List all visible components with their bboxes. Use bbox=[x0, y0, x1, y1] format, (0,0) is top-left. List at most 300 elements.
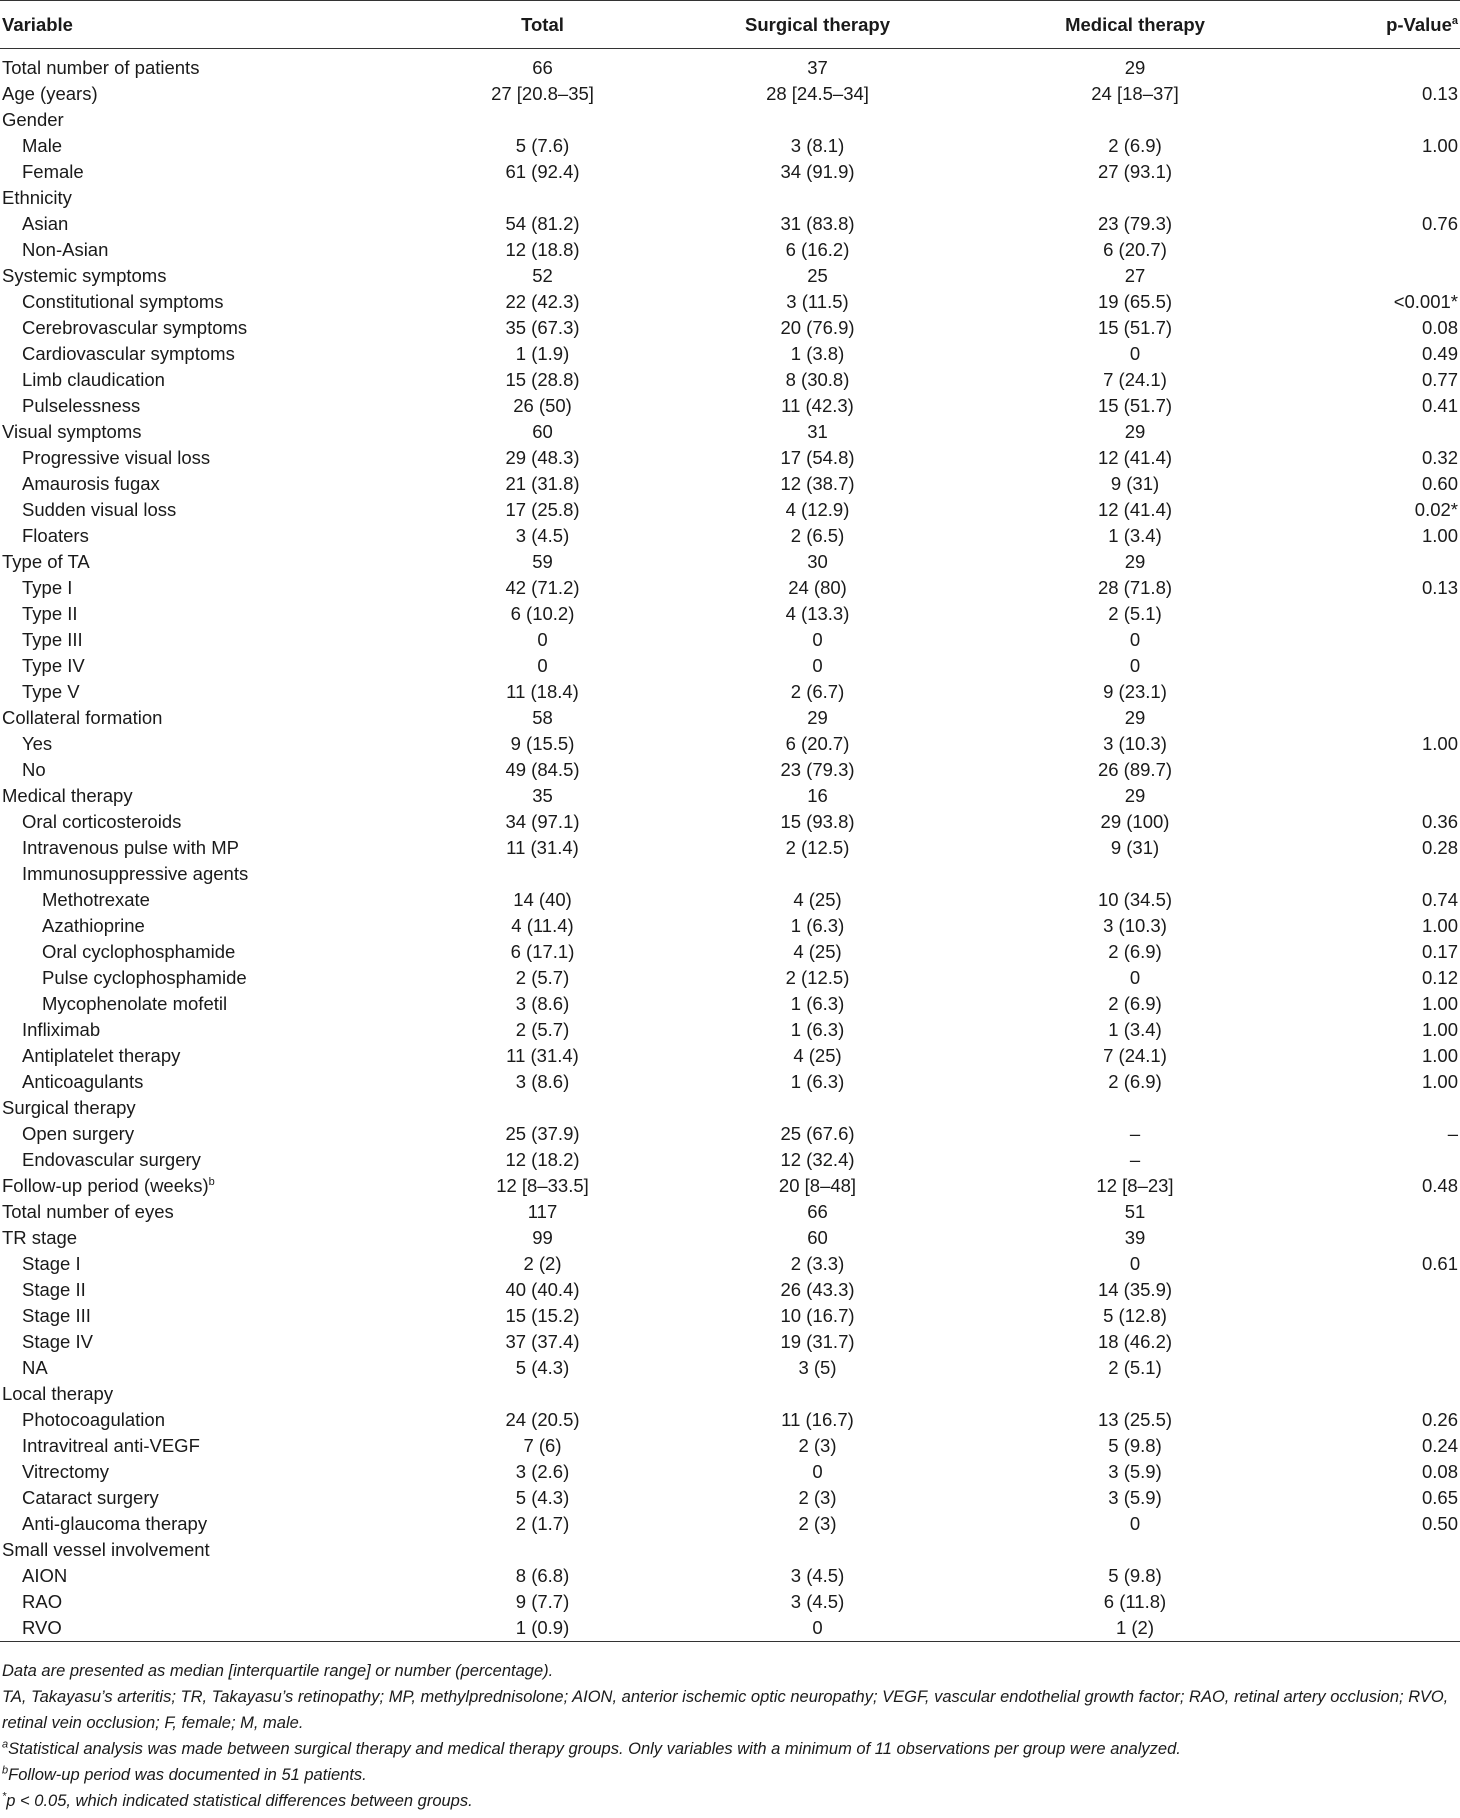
cell-surgical: 25 bbox=[807, 265, 828, 286]
cell-medical: 27 (93.1) bbox=[1097, 161, 1173, 182]
cell-variable bbox=[0, 835, 420, 861]
cell-p-value: 0.32 bbox=[1421, 447, 1458, 468]
table-row bbox=[0, 575, 1460, 601]
cell-surgical: 4 (12.9) bbox=[785, 499, 850, 520]
cell-surgical: 28 [24.5–34] bbox=[766, 83, 869, 104]
table-row bbox=[0, 107, 1460, 133]
cell-p-value bbox=[1300, 1095, 1460, 1121]
variable-label: Intravenous pulse with MP bbox=[22, 837, 239, 858]
table-row bbox=[0, 835, 1460, 861]
variable-label: Type of TA bbox=[2, 551, 90, 572]
cell-p-value bbox=[1300, 861, 1460, 887]
cell-surgical: 1 (6.3) bbox=[790, 1071, 845, 1092]
variable-label: Ethnicity bbox=[2, 187, 72, 208]
cell-p-value: 0.74 bbox=[1421, 889, 1458, 910]
cell-medical: 9 (31) bbox=[1110, 473, 1160, 494]
cell-medical: 3 (5.9) bbox=[1108, 1461, 1162, 1482]
variable-label: Azathioprine bbox=[42, 915, 145, 936]
variable-label: Mycophenolate mofetil bbox=[42, 993, 228, 1014]
cell-total: 2 (1.7) bbox=[515, 1513, 570, 1534]
cell-variable bbox=[0, 1329, 420, 1355]
cell-p-value bbox=[1300, 1355, 1460, 1381]
cell-p-value: 1.00 bbox=[1421, 993, 1458, 1014]
cell-variable bbox=[0, 159, 420, 185]
cell-p-value: 0.24 bbox=[1421, 1435, 1458, 1456]
cell-medical: 2 (5.1) bbox=[1108, 1357, 1162, 1378]
cell-total bbox=[420, 107, 665, 133]
cell-surgical: 31 bbox=[807, 421, 828, 442]
variable-label: RVO bbox=[22, 1617, 62, 1638]
cell-p-value: 1.00 bbox=[1421, 1045, 1458, 1066]
cell-medical: 2 (6.9) bbox=[1108, 135, 1162, 156]
cell-variable bbox=[0, 1277, 420, 1303]
cell-medical: 5 (12.8) bbox=[1103, 1305, 1167, 1326]
table-row bbox=[0, 1225, 1460, 1251]
cell-variable bbox=[0, 471, 420, 497]
variable-label: Immunosuppressive agents bbox=[22, 863, 249, 884]
cell-total bbox=[420, 185, 665, 211]
cell-variable bbox=[0, 1199, 420, 1225]
cell-p-value bbox=[1300, 549, 1460, 575]
cell-surgical: 34 (91.9) bbox=[780, 161, 855, 182]
cell-medical: 13 (25.5) bbox=[1097, 1409, 1173, 1430]
cell-medical: 7 (24.1) bbox=[1103, 1045, 1167, 1066]
variable-label: Local therapy bbox=[2, 1383, 114, 1404]
cell-total: 2 (2) bbox=[523, 1253, 562, 1274]
cell-surgical: 25 (67.6) bbox=[780, 1123, 855, 1144]
cell-total: 11 (31.4) bbox=[506, 1045, 579, 1066]
cell-p-value: 0.48 bbox=[1421, 1175, 1458, 1196]
cell-total: 117 bbox=[527, 1201, 558, 1222]
cell-variable bbox=[0, 1381, 420, 1407]
cell-surgical: 29 bbox=[807, 707, 828, 728]
cell-medical: – bbox=[1129, 1123, 1141, 1144]
cell-variable bbox=[0, 965, 420, 991]
cell-variable bbox=[0, 601, 420, 627]
cell-medical: 29 bbox=[1124, 785, 1146, 806]
table-row bbox=[0, 1589, 1460, 1615]
cell-variable bbox=[0, 809, 420, 835]
cell-p-value: <0.001* bbox=[1393, 291, 1458, 312]
cell-p-value: 1.00 bbox=[1421, 915, 1458, 936]
cell-medical: 19 (65.5) bbox=[1097, 291, 1173, 312]
cell-medical bbox=[970, 185, 1300, 211]
cell-medical: 29 bbox=[1124, 551, 1146, 572]
table-row bbox=[0, 211, 1460, 237]
cell-variable bbox=[0, 1173, 420, 1199]
cell-total: 7 (6) bbox=[523, 1435, 562, 1456]
table-row bbox=[0, 49, 1460, 82]
table-row bbox=[0, 913, 1460, 939]
cell-variable bbox=[0, 1615, 420, 1642]
variable-label: Gender bbox=[2, 109, 64, 130]
cell-p-value: 0.50 bbox=[1421, 1513, 1458, 1534]
table-row bbox=[0, 1199, 1460, 1225]
cell-variable bbox=[0, 679, 420, 705]
cell-total: 1 (1.9) bbox=[515, 343, 570, 364]
variable-label: Infliximab bbox=[22, 1019, 101, 1040]
cell-variable bbox=[0, 939, 420, 965]
cell-p-value bbox=[1300, 1225, 1460, 1251]
variable-label: Methotrexate bbox=[42, 889, 150, 910]
variable-label: Oral cyclophosphamide bbox=[42, 941, 236, 962]
cell-medical: 2 (6.9) bbox=[1108, 1071, 1162, 1092]
cell-variable bbox=[0, 1095, 420, 1121]
variable-label: Stage I bbox=[22, 1253, 81, 1274]
cell-total: 27 [20.8–35] bbox=[491, 83, 594, 104]
cell-surgical: 2 (3) bbox=[798, 1487, 837, 1508]
cell-surgical: 16 bbox=[807, 785, 828, 806]
cell-p-value bbox=[1300, 783, 1460, 809]
cell-medical: 6 (20.7) bbox=[1103, 239, 1167, 260]
cell-variable bbox=[0, 1121, 420, 1147]
variable-label: AION bbox=[22, 1565, 68, 1586]
cell-total: 24 (20.5) bbox=[505, 1409, 580, 1430]
cell-surgical: 20 (76.9) bbox=[780, 317, 855, 338]
cell-total: 6 (10.2) bbox=[510, 603, 575, 624]
table-row bbox=[0, 1485, 1460, 1511]
cell-surgical bbox=[665, 1537, 970, 1563]
table-row bbox=[0, 1303, 1460, 1329]
cell-medical: 14 (35.9) bbox=[1097, 1279, 1173, 1300]
cell-total: 37 (37.4) bbox=[505, 1331, 580, 1352]
cell-medical: 3 (10.3) bbox=[1103, 915, 1167, 936]
table-footnotes bbox=[2, 1658, 1452, 1814]
variable-label: Stage IV bbox=[22, 1331, 93, 1352]
cell-p-value: 1.00 bbox=[1421, 135, 1458, 156]
cell-total: 22 (42.3) bbox=[505, 291, 580, 312]
cell-medical: 0 bbox=[1129, 343, 1141, 364]
table-row bbox=[0, 1095, 1460, 1121]
cell-p-value: 0.61 bbox=[1421, 1253, 1458, 1274]
cell-surgical: 1 (6.3) bbox=[790, 993, 845, 1014]
cell-surgical: 31 (83.8) bbox=[780, 213, 855, 234]
cell-variable bbox=[0, 211, 420, 237]
variable-label: Stage II bbox=[22, 1279, 86, 1300]
cell-medical: 18 (46.2) bbox=[1097, 1331, 1173, 1352]
variable-label: Constitutional symptoms bbox=[22, 291, 224, 312]
cell-p-value bbox=[1300, 679, 1460, 705]
table-row bbox=[0, 809, 1460, 835]
cell-total: 99 bbox=[532, 1227, 553, 1248]
cell-surgical: 2 (6.7) bbox=[790, 681, 845, 702]
cell-variable bbox=[0, 1433, 420, 1459]
cell-variable bbox=[0, 289, 420, 315]
cell-medical bbox=[970, 1381, 1300, 1407]
variable-label: Type III bbox=[22, 629, 83, 650]
variable-label: No bbox=[22, 759, 46, 780]
cell-medical: 0 bbox=[1129, 1513, 1141, 1534]
variable-label: Total number of eyes bbox=[2, 1201, 174, 1222]
footnote bbox=[2, 1762, 1452, 1788]
footnote bbox=[2, 1658, 1452, 1684]
cell-medical: 1 (2) bbox=[970, 1615, 1300, 1642]
cell-total: 9 (15.5) bbox=[510, 733, 575, 754]
table-row bbox=[0, 887, 1460, 913]
cell-variable bbox=[0, 315, 420, 341]
cell-surgical: 10 (16.7) bbox=[780, 1305, 855, 1326]
cell-variable bbox=[0, 1537, 420, 1563]
cell-surgical bbox=[665, 107, 970, 133]
cell-surgical: 1 (6.3) bbox=[790, 1019, 845, 1040]
variable-label: Endovascular surgery bbox=[22, 1149, 201, 1170]
cell-total: 15 (15.2) bbox=[505, 1305, 580, 1326]
table-row bbox=[0, 471, 1460, 497]
cell-total: 12 (18.2) bbox=[505, 1149, 580, 1170]
table-row bbox=[0, 1459, 1460, 1485]
cell-variable bbox=[0, 523, 420, 549]
variable-label: Anticoagulants bbox=[22, 1071, 144, 1092]
table-row bbox=[0, 1537, 1460, 1563]
cell-medical: 0 bbox=[1129, 655, 1141, 676]
cell-surgical: 4 (25) bbox=[793, 941, 842, 962]
footnote bbox=[2, 1736, 1452, 1762]
variable-label: NA bbox=[22, 1357, 48, 1378]
cell-surgical: 23 (79.3) bbox=[780, 759, 855, 780]
cell-medical: 12 (41.4) bbox=[1097, 499, 1173, 520]
cell-p-value bbox=[1300, 1147, 1460, 1173]
cell-medical: 10 (34.5) bbox=[1097, 889, 1173, 910]
table-row bbox=[0, 1069, 1460, 1095]
cell-total: 6 (17.1) bbox=[510, 941, 575, 962]
cell-variable bbox=[0, 1459, 420, 1485]
cell-total: 5 (4.3) bbox=[515, 1357, 570, 1378]
cell-total: 5 (7.6) bbox=[515, 135, 570, 156]
cell-medical: 0 bbox=[1129, 1253, 1141, 1274]
cell-surgical: 4 (13.3) bbox=[785, 603, 850, 624]
variable-label: Photocoagulation bbox=[22, 1409, 165, 1430]
cell-medical: 12 [8–23] bbox=[1096, 1175, 1174, 1196]
variable-label: Type V bbox=[22, 681, 80, 702]
cell-p-value: 0.17 bbox=[1421, 941, 1458, 962]
table-row bbox=[0, 1147, 1460, 1173]
cell-variable bbox=[0, 107, 420, 133]
cell-total: 34 (97.1) bbox=[505, 811, 580, 832]
table-row bbox=[0, 1381, 1460, 1407]
cell-medical: 26 (89.7) bbox=[1097, 759, 1173, 780]
table-row bbox=[0, 1043, 1460, 1069]
variable-label: Antiplatelet therapy bbox=[22, 1045, 181, 1066]
table-row bbox=[0, 965, 1460, 991]
variable-label: Collateral formation bbox=[2, 707, 163, 728]
cell-total: 3 (4.5) bbox=[515, 525, 570, 546]
variable-label: Asian bbox=[22, 213, 69, 234]
table-row bbox=[0, 1173, 1460, 1199]
cell-medical: 5 (9.8) bbox=[1108, 1565, 1162, 1586]
variable-label: Limb claudication bbox=[22, 369, 165, 390]
cell-surgical: 3 (8.1) bbox=[790, 135, 845, 156]
cell-medical: 9 (31) bbox=[1110, 837, 1160, 858]
cell-variable bbox=[0, 861, 420, 887]
cell-variable bbox=[0, 549, 420, 575]
cell-medical: 3 (5.9) bbox=[1108, 1487, 1162, 1508]
cell-variable bbox=[0, 445, 420, 471]
cell-medical: 0 bbox=[1129, 629, 1141, 650]
cell-medical: 1 (3.4) bbox=[1108, 1019, 1162, 1040]
cell-medical: 24 [18–37] bbox=[1091, 83, 1179, 104]
cell-variable bbox=[0, 757, 420, 783]
cell-variable bbox=[0, 49, 420, 82]
cell-p-value bbox=[1300, 107, 1460, 133]
cell-p-value: 0.65 bbox=[1421, 1487, 1458, 1508]
cell-total: 8 (6.8) bbox=[515, 1565, 570, 1586]
table-row bbox=[0, 289, 1460, 315]
cell-variable bbox=[0, 1251, 420, 1277]
cell-surgical: 2 (3) bbox=[798, 1513, 837, 1534]
cell-variable bbox=[0, 81, 420, 107]
cell-variable bbox=[0, 1407, 420, 1433]
table-row bbox=[0, 133, 1460, 159]
table-row bbox=[0, 1121, 1460, 1147]
cell-surgical: 60 bbox=[807, 1227, 828, 1248]
cell-variable bbox=[0, 1017, 420, 1043]
variable-label: Male bbox=[22, 135, 63, 156]
header-p-value-footnote-mark: a bbox=[1451, 14, 1458, 27]
cell-p-value bbox=[1300, 601, 1460, 627]
table-row bbox=[0, 185, 1460, 211]
cell-total: 2 (5.7) bbox=[515, 1019, 570, 1040]
cell-total: 14 (40) bbox=[513, 889, 572, 910]
cell-p-value bbox=[1300, 185, 1460, 211]
footnote-text: TA, Takayasu’s arteritis; TR, Takayasu’s retinopathy; MP, methylprednisolone; AION, anterior ischemic optic neuropathy; VEGF, vascular endothelial growth factor; RAO, retinal artery occlusion; RVO, retinal vein occlusion; F, female; M, male. bbox=[2, 1688, 1449, 1732]
cell-total bbox=[420, 1537, 665, 1563]
cell-total: 1 (0.9) bbox=[420, 1615, 665, 1642]
footnote-mark: * bbox=[2, 1790, 7, 1803]
cell-medical: 12 (41.4) bbox=[1097, 447, 1173, 468]
variable-label: Amaurosis fugax bbox=[22, 473, 160, 494]
cell-p-value: 0.13 bbox=[1421, 577, 1458, 598]
footnote-text: p < 0.05, which indicated statistical differences between groups. bbox=[6, 1792, 473, 1810]
cell-medical: 2 (6.9) bbox=[1108, 993, 1162, 1014]
cell-surgical: 20 [8–48] bbox=[778, 1175, 857, 1196]
cell-p-value bbox=[1300, 653, 1460, 679]
cell-p-value: 0.77 bbox=[1421, 369, 1458, 390]
cell-variable bbox=[0, 705, 420, 731]
cell-medical: 28 (71.8) bbox=[1097, 577, 1173, 598]
cell-total: 21 (31.8) bbox=[505, 473, 580, 494]
header-medical-therapy: Medical therapy bbox=[970, 1, 1300, 49]
cell-total: 11 (18.4) bbox=[506, 681, 579, 702]
table-row bbox=[0, 861, 1460, 887]
variable-label: Cataract surgery bbox=[22, 1487, 159, 1508]
cell-p-value: 0.28 bbox=[1421, 837, 1458, 858]
cell-surgical: 26 (43.3) bbox=[780, 1279, 855, 1300]
variable-label: Type I bbox=[22, 577, 73, 598]
cell-surgical: 0 bbox=[812, 655, 823, 676]
cell-variable bbox=[0, 1589, 420, 1615]
cell-p-value: 1.00 bbox=[1421, 1071, 1458, 1092]
table-row bbox=[0, 783, 1460, 809]
cell-surgical: 12 (32.4) bbox=[780, 1149, 855, 1170]
cell-variable bbox=[0, 887, 420, 913]
table-row bbox=[0, 757, 1460, 783]
cell-total: 49 (84.5) bbox=[505, 759, 580, 780]
cell-variable bbox=[0, 185, 420, 211]
table-row bbox=[0, 1615, 1460, 1642]
variable-label: Anti-glaucoma therapy bbox=[22, 1513, 208, 1534]
cell-medical: 6 (11.8) bbox=[1103, 1591, 1167, 1612]
table-row bbox=[0, 1407, 1460, 1433]
cell-surgical: 1 (6.3) bbox=[790, 915, 845, 936]
cell-medical: 5 (9.8) bbox=[1108, 1435, 1162, 1456]
cell-surgical bbox=[665, 1381, 970, 1407]
variable-label: Medical therapy bbox=[2, 785, 133, 806]
cell-surgical: 3 (4.5) bbox=[790, 1565, 845, 1586]
cell-p-value: 0.26 bbox=[1421, 1409, 1458, 1430]
cell-medical: 2 (6.9) bbox=[1108, 941, 1162, 962]
footnote bbox=[2, 1684, 1452, 1736]
cell-total bbox=[420, 1095, 665, 1121]
cell-p-value bbox=[1300, 1589, 1460, 1615]
cell-p-value bbox=[1300, 1199, 1460, 1225]
footnote-mark: a bbox=[2, 1738, 9, 1751]
footnote bbox=[2, 1788, 1452, 1814]
cell-medical: 15 (51.7) bbox=[1097, 317, 1173, 338]
cell-p-value bbox=[1300, 1537, 1460, 1563]
cell-variable bbox=[0, 653, 420, 679]
cell-total: 15 (28.8) bbox=[505, 369, 580, 390]
table-header-row bbox=[0, 1, 1460, 49]
cell-surgical: 15 (93.8) bbox=[780, 811, 855, 832]
header-p-value-label: p-Value bbox=[1386, 13, 1452, 35]
cell-p-value bbox=[1300, 419, 1460, 445]
variable-label: Vitrectomy bbox=[22, 1461, 110, 1482]
table-row bbox=[0, 705, 1460, 731]
variable-label: Visual symptoms bbox=[2, 421, 142, 442]
cell-variable bbox=[0, 1355, 420, 1381]
variable-label: Surgical therapy bbox=[2, 1097, 136, 1118]
cell-variable bbox=[0, 1225, 420, 1251]
header-surgical-therapy: Surgical therapy bbox=[665, 1, 970, 49]
cell-p-value: 0.49 bbox=[1421, 343, 1458, 364]
variable-label: Type II bbox=[22, 603, 78, 624]
cell-total: 0 bbox=[537, 629, 548, 650]
variable-label: Small vessel involvement bbox=[2, 1539, 210, 1560]
header-p-value bbox=[1300, 1, 1460, 49]
table-row bbox=[0, 1251, 1460, 1277]
table-row bbox=[0, 1277, 1460, 1303]
variable-label: Sudden visual loss bbox=[22, 499, 177, 520]
variable-label: Progressive visual loss bbox=[22, 447, 211, 468]
cell-total: 52 bbox=[532, 265, 553, 286]
cell-surgical: 66 bbox=[807, 1201, 828, 1222]
cell-variable bbox=[0, 367, 420, 393]
variable-label: Type IV bbox=[22, 655, 85, 676]
table-row bbox=[0, 1433, 1460, 1459]
cell-total: 66 bbox=[532, 57, 553, 78]
cell-variable bbox=[0, 1563, 420, 1589]
cell-p-value: 1.00 bbox=[1421, 525, 1458, 546]
cell-medical: – bbox=[1129, 1149, 1141, 1170]
cell-p-value: 0.13 bbox=[1421, 83, 1458, 104]
cell-surgical: 37 bbox=[807, 57, 828, 78]
cell-total: 3 (8.6) bbox=[515, 993, 570, 1014]
cell-surgical: 0 bbox=[812, 1461, 823, 1482]
cell-surgical: 3 (5) bbox=[798, 1357, 837, 1378]
cell-surgical: 1 (3.8) bbox=[790, 343, 845, 364]
table-row bbox=[0, 653, 1460, 679]
cell-total: 17 (25.8) bbox=[505, 499, 580, 520]
cell-total: 54 (81.2) bbox=[505, 213, 580, 234]
cell-total: 4 (11.4) bbox=[511, 915, 574, 936]
cell-medical bbox=[970, 1537, 1300, 1563]
cell-medical: 29 (100) bbox=[1100, 811, 1170, 832]
variable-label: Open surgery bbox=[22, 1123, 135, 1144]
variable-label: Oral corticosteroids bbox=[22, 811, 182, 832]
variable-label: Cerebrovascular symptoms bbox=[22, 317, 248, 338]
variable-label: RAO bbox=[22, 1591, 63, 1612]
cell-total: 42 (71.2) bbox=[505, 577, 580, 598]
